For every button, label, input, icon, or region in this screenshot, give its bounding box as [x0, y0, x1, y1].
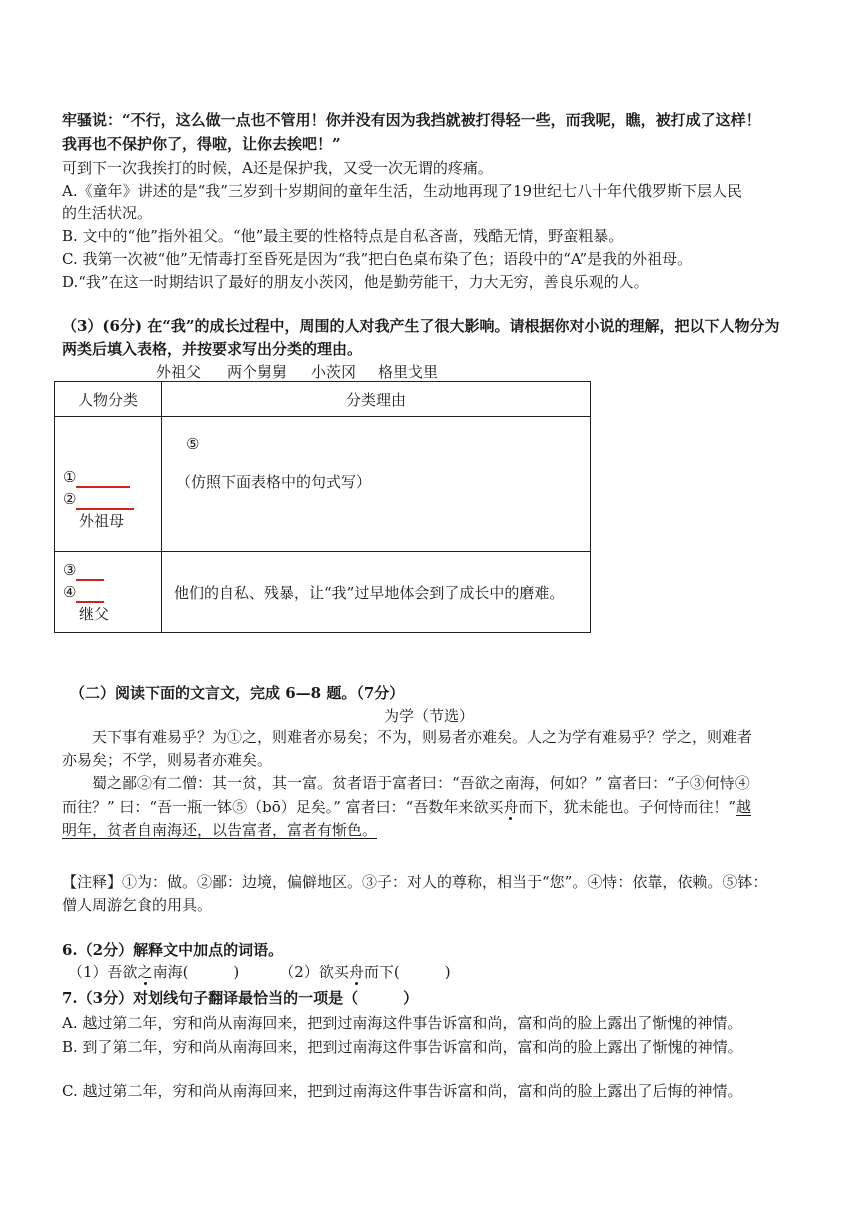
name-geligeli: 格里戈里	[378, 363, 439, 381]
name-xiaocigang: 小茨冈	[311, 363, 357, 381]
q6-item2-blank[interactable]: 而下( )	[363, 963, 451, 981]
row2-reason: 他们的自私、残暴，让“我”过早地体会到了成长中的磨难。	[174, 583, 565, 602]
dotted-word-zhi: 之	[137, 963, 153, 981]
row2-reason-cell	[162, 552, 591, 633]
reason-hint: （仿照下面表格中的句式写）	[176, 473, 372, 491]
question6-items	[68, 962, 451, 982]
name-liangge-jiujiu: 两个舅舅	[227, 363, 288, 381]
option-c: C. 我第一次被“他”无情毒打至昏死是因为“我”把白色桌布染了色；语段中的“A”是我的外祖母。	[62, 250, 693, 268]
question3-line-2: 两类后填入表格，并按要求写出分类的理由。	[62, 340, 363, 358]
classical-para2-line1: 蜀之鄙②有二僧：其一贫，其一富。贫者语于富者曰：“吾欲之南海，何如？” 富者曰：“子③何恃④	[92, 774, 750, 792]
para2-line2-text-after: 而下，犹未能也。子何恃而往！”	[518, 798, 737, 816]
mark-4: ④	[63, 583, 77, 601]
blank-4[interactable]	[76, 585, 104, 603]
question3-line-1: （3）(6分) 在“我”的成长过程中，周围的人对我产生了很大影响。请根据你对小说的理解，把以下人物分为	[62, 317, 780, 335]
blank-1[interactable]	[76, 470, 130, 488]
section2-heading: （二）阅读下面的文言文，完成 6—8 题。（7分）	[70, 684, 405, 702]
passage-title: 为学（节选）	[384, 707, 475, 725]
person-jifu: 继父	[79, 605, 110, 623]
passage-line-2: 我再也不保护你了，得啦，让你去挨吧！”	[62, 135, 341, 153]
classical-para2-line2	[62, 797, 751, 817]
notes-line-1: 【注释】①为：做。②鄙：边境，偏僻地区。③子：对人的尊称，相当于“您”。④恃：依靠，依赖。⑤钵：	[62, 873, 768, 891]
row2-category-cell	[55, 552, 162, 633]
q6-item1-text: （1）吾欲	[68, 963, 138, 981]
option-d: D.“我”在这一时期结识了最好的朋友小茨冈，他是勤劳能干，力大无穷，善良乐观的人。	[62, 273, 649, 291]
passage-line-1: 牢骚说：“不行，这么做一点也不管用！你并没有因为我挡就被打得轻一些，而我呢，瞧，被打成了这样！	[62, 111, 761, 129]
passage-line-3: 可到下一次我挨打的时候，A还是保护我，又受一次无谓的疼痛。	[62, 159, 493, 177]
underlined-start: 越	[736, 798, 752, 816]
question6-stem: 6.（2分）解释文中加点的词语。	[62, 941, 284, 959]
question7-option-a[interactable]: A. 越过第二年，穷和尚从南海回来，把到过南海这件事告诉富和尚，富和尚的脸上露出了惭愧的神情。	[62, 1014, 743, 1032]
dotted-word-zhou: 舟	[503, 798, 519, 816]
para2-line2-text: 而往？” 曰：“吾一瓶一钵⑤（bō）足矣。” 富者曰：“吾数年来欲买	[62, 798, 504, 816]
header-category: 人物分类	[55, 382, 162, 417]
mark-1: ①	[63, 468, 77, 486]
dotted-word-zhou-2: 舟	[348, 963, 364, 981]
option-b: B. 文中的“他”指外祖父。“他”最主要的性格特点是自私吝啬，残酷无情，野蛮粗暴。	[62, 227, 624, 245]
question7-stem: 7.（3分）对划线句子翻译最恰当的一项是（ ）	[62, 989, 419, 1007]
option-a-line-1: A.《童年》讲述的是“我”三岁到十岁期间的童年生活，生动地再现了19世纪七八十年代俄罗斯下层人民	[62, 182, 743, 200]
question7-option-b[interactable]: B. 到了第二年，穷和尚从南海回来，把到过南海这件事告诉富和尚，富和尚的脸上露出了惭愧的神情。	[62, 1038, 743, 1056]
q6-item2-text: （2）欲买	[279, 963, 349, 981]
q6-item1-blank[interactable]: 南海( )	[152, 963, 240, 981]
blank-3[interactable]	[76, 563, 104, 581]
row1-reason-cell[interactable]	[162, 417, 591, 552]
name-list	[156, 361, 438, 382]
mark-2: ②	[63, 490, 77, 508]
header-reason: 分类理由	[162, 382, 591, 417]
option-a-line-2: 的生活状况。	[62, 204, 153, 222]
name-waizufu: 外祖父	[156, 363, 202, 381]
question7-option-c[interactable]: C. 越过第二年，穷和尚从南海回来，把到过南海这件事告诉富和尚，富和尚的脸上露出了后悔的神情。	[62, 1082, 743, 1100]
notes-line-2: 僧人周游乞食的用具。	[62, 896, 213, 914]
mark-5: ⑤	[186, 435, 200, 453]
classification-table	[54, 381, 591, 633]
row1-category-cell	[55, 417, 162, 552]
classical-para2-line3	[62, 820, 377, 840]
classical-para1-line2: 亦易矣；不学，则易者亦难矣。	[62, 751, 273, 769]
underlined-sentence: 明年，贫者自南海还，以告富者，富者有惭色。	[62, 821, 378, 839]
classical-para1-line1: 天下事有难易乎？为①之，则难者亦易矣；不为，则易者亦难矣。人之为学有难易乎？学之，则难者	[92, 728, 753, 746]
mark-3: ③	[63, 561, 77, 579]
blank-2[interactable]	[76, 492, 134, 510]
person-waizumu: 外祖母	[79, 512, 125, 530]
